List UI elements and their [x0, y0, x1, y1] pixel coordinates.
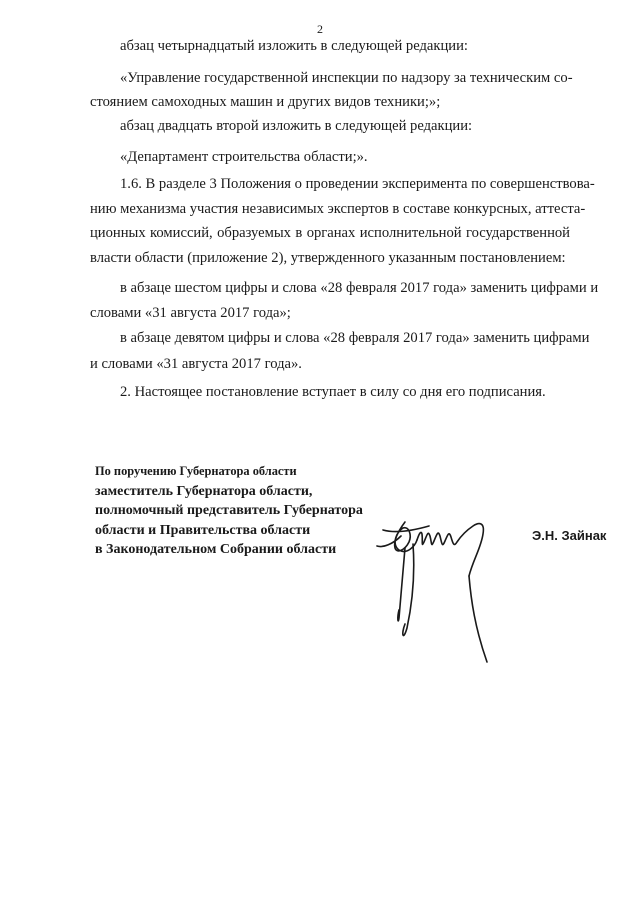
paragraph-line: в абзаце шестом цифры и слова «28 февраля 2017 года» заменить цифрами и	[120, 280, 599, 296]
signature-line: области и Правительства области	[95, 522, 311, 538]
paragraph-line: абзац четырнадцатый изложить в следующей редакции:	[120, 38, 468, 54]
handwritten-signature	[375, 500, 495, 670]
paragraph-line: «Управление государственной инспекции по надзору за техническим со-	[120, 70, 573, 86]
signature-title-block	[95, 462, 363, 560]
paragraph-line: абзац двадцать второй изложить в следующей редакции:	[120, 118, 473, 134]
signature-line: По поручению Губернатора области	[95, 464, 297, 478]
paragraph-line: в абзаце девятом цифры и слова «28 февраля 2017 года» заменить цифрами	[120, 330, 590, 346]
paragraph-line: 1.6. В разделе 3 Положения о проведении эксперимента по совершенствова-	[120, 176, 595, 192]
paragraph-line: ционных комиссий, образуемых в органах исполнительной государственной	[90, 225, 570, 241]
paragraph-line: 2. Настоящее постановление вступает в силу со дня его подписания.	[120, 384, 546, 400]
signature-line: в Законодательном Собрании области	[95, 542, 337, 557]
paragraph-line: и словами «31 августа 2017 года».	[90, 356, 302, 372]
signature-line: полномочный представитель Губернатора	[95, 503, 363, 518]
paragraph-line: «Департамент строительства области;».	[120, 149, 368, 165]
signature-line: заместитель Губернатора области,	[95, 483, 313, 499]
paragraph-line: власти области (приложение 2), утвержденного указанным постановлением:	[90, 250, 566, 266]
paragraph-line: нию механизма участия независимых экспертов в составе конкурсных, аттеста-	[90, 201, 586, 217]
signer-name: Э.Н. Зайнак	[532, 528, 607, 543]
paragraph-line: словами «31 августа 2017 года»;	[90, 305, 291, 321]
paragraph-line: стоянием самоходных машин и других видов техники;»;	[90, 94, 441, 110]
page-number: 2	[317, 22, 323, 36]
